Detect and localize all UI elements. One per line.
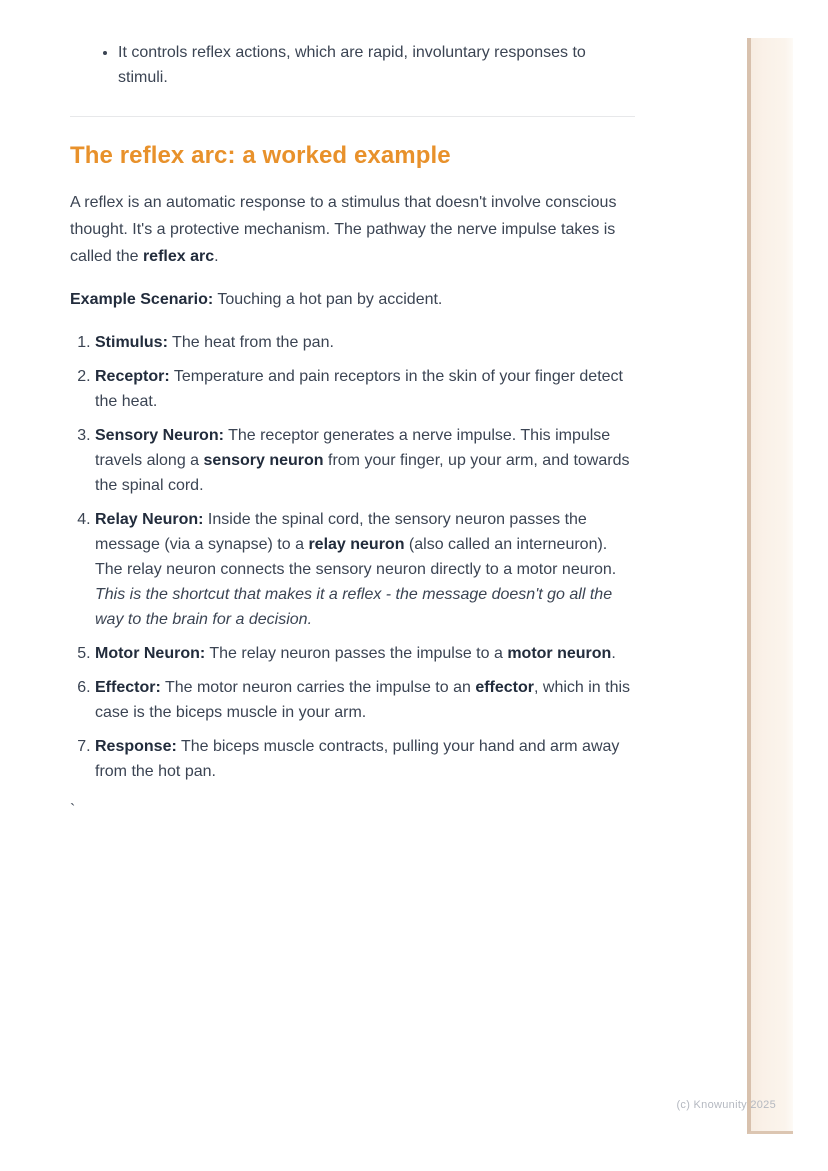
document-content [70,40,635,823]
bullet-item: • It controls reflex actions, which are rapid, involuntary responses to stimuli. [118,40,635,90]
step-response: 7. Response: The biceps muscle contracts, pulling your hand and arm away from the hot pan. [95,734,635,784]
page-edge-stripe [747,38,793,1134]
bullet-list [70,40,635,90]
intro-paragraph: A reflex is an automatic response to a stimulus that doesn't involve conscious thought. It's a protective mechanism. The pathway the nerve impulse takes is called the reflex arc. [70,194,617,265]
example-scenario-paragraph: Example Scenario: Touching a hot pan by accident. [70,291,443,308]
section-divider [70,116,635,117]
reflex-arc-steps-list [70,330,635,784]
step-motor-neuron: 5. Motor Neuron: The relay neuron passes the impulse to a motor neuron. [95,641,635,666]
stray-backtick: ` [70,802,76,819]
footer-credit: (c) Knowunity 2025 [676,1099,776,1111]
step-relay-neuron: 4. Relay Neuron: Inside the spinal cord, the sensory neuron passes the message (via a synapse) to a relay neuron (also called an interneuron). The relay neuron connects the sensory neuron directly to a motor neuron. This is the shortcut that makes it a reflex - the message doesn't go all the way to the brain for a decision. [95,507,635,632]
step-sensory-neuron: 3. Sensory Neuron: The receptor generates a nerve impulse. This impulse travels along a sensory neuron from your finger, up your arm, and towards the spinal cord. [95,423,635,498]
step-receptor: 2. Receptor: Temperature and pain receptors in the skin of your finger detect the heat. [95,364,635,414]
step-effector: 6. Effector: The motor neuron carries the impulse to an effector, which in this case is the biceps muscle in your arm. [95,675,635,725]
step-stimulus: 1. Stimulus: The heat from the pan. [95,330,635,355]
section-heading: The reflex arc: a worked example [70,142,451,169]
